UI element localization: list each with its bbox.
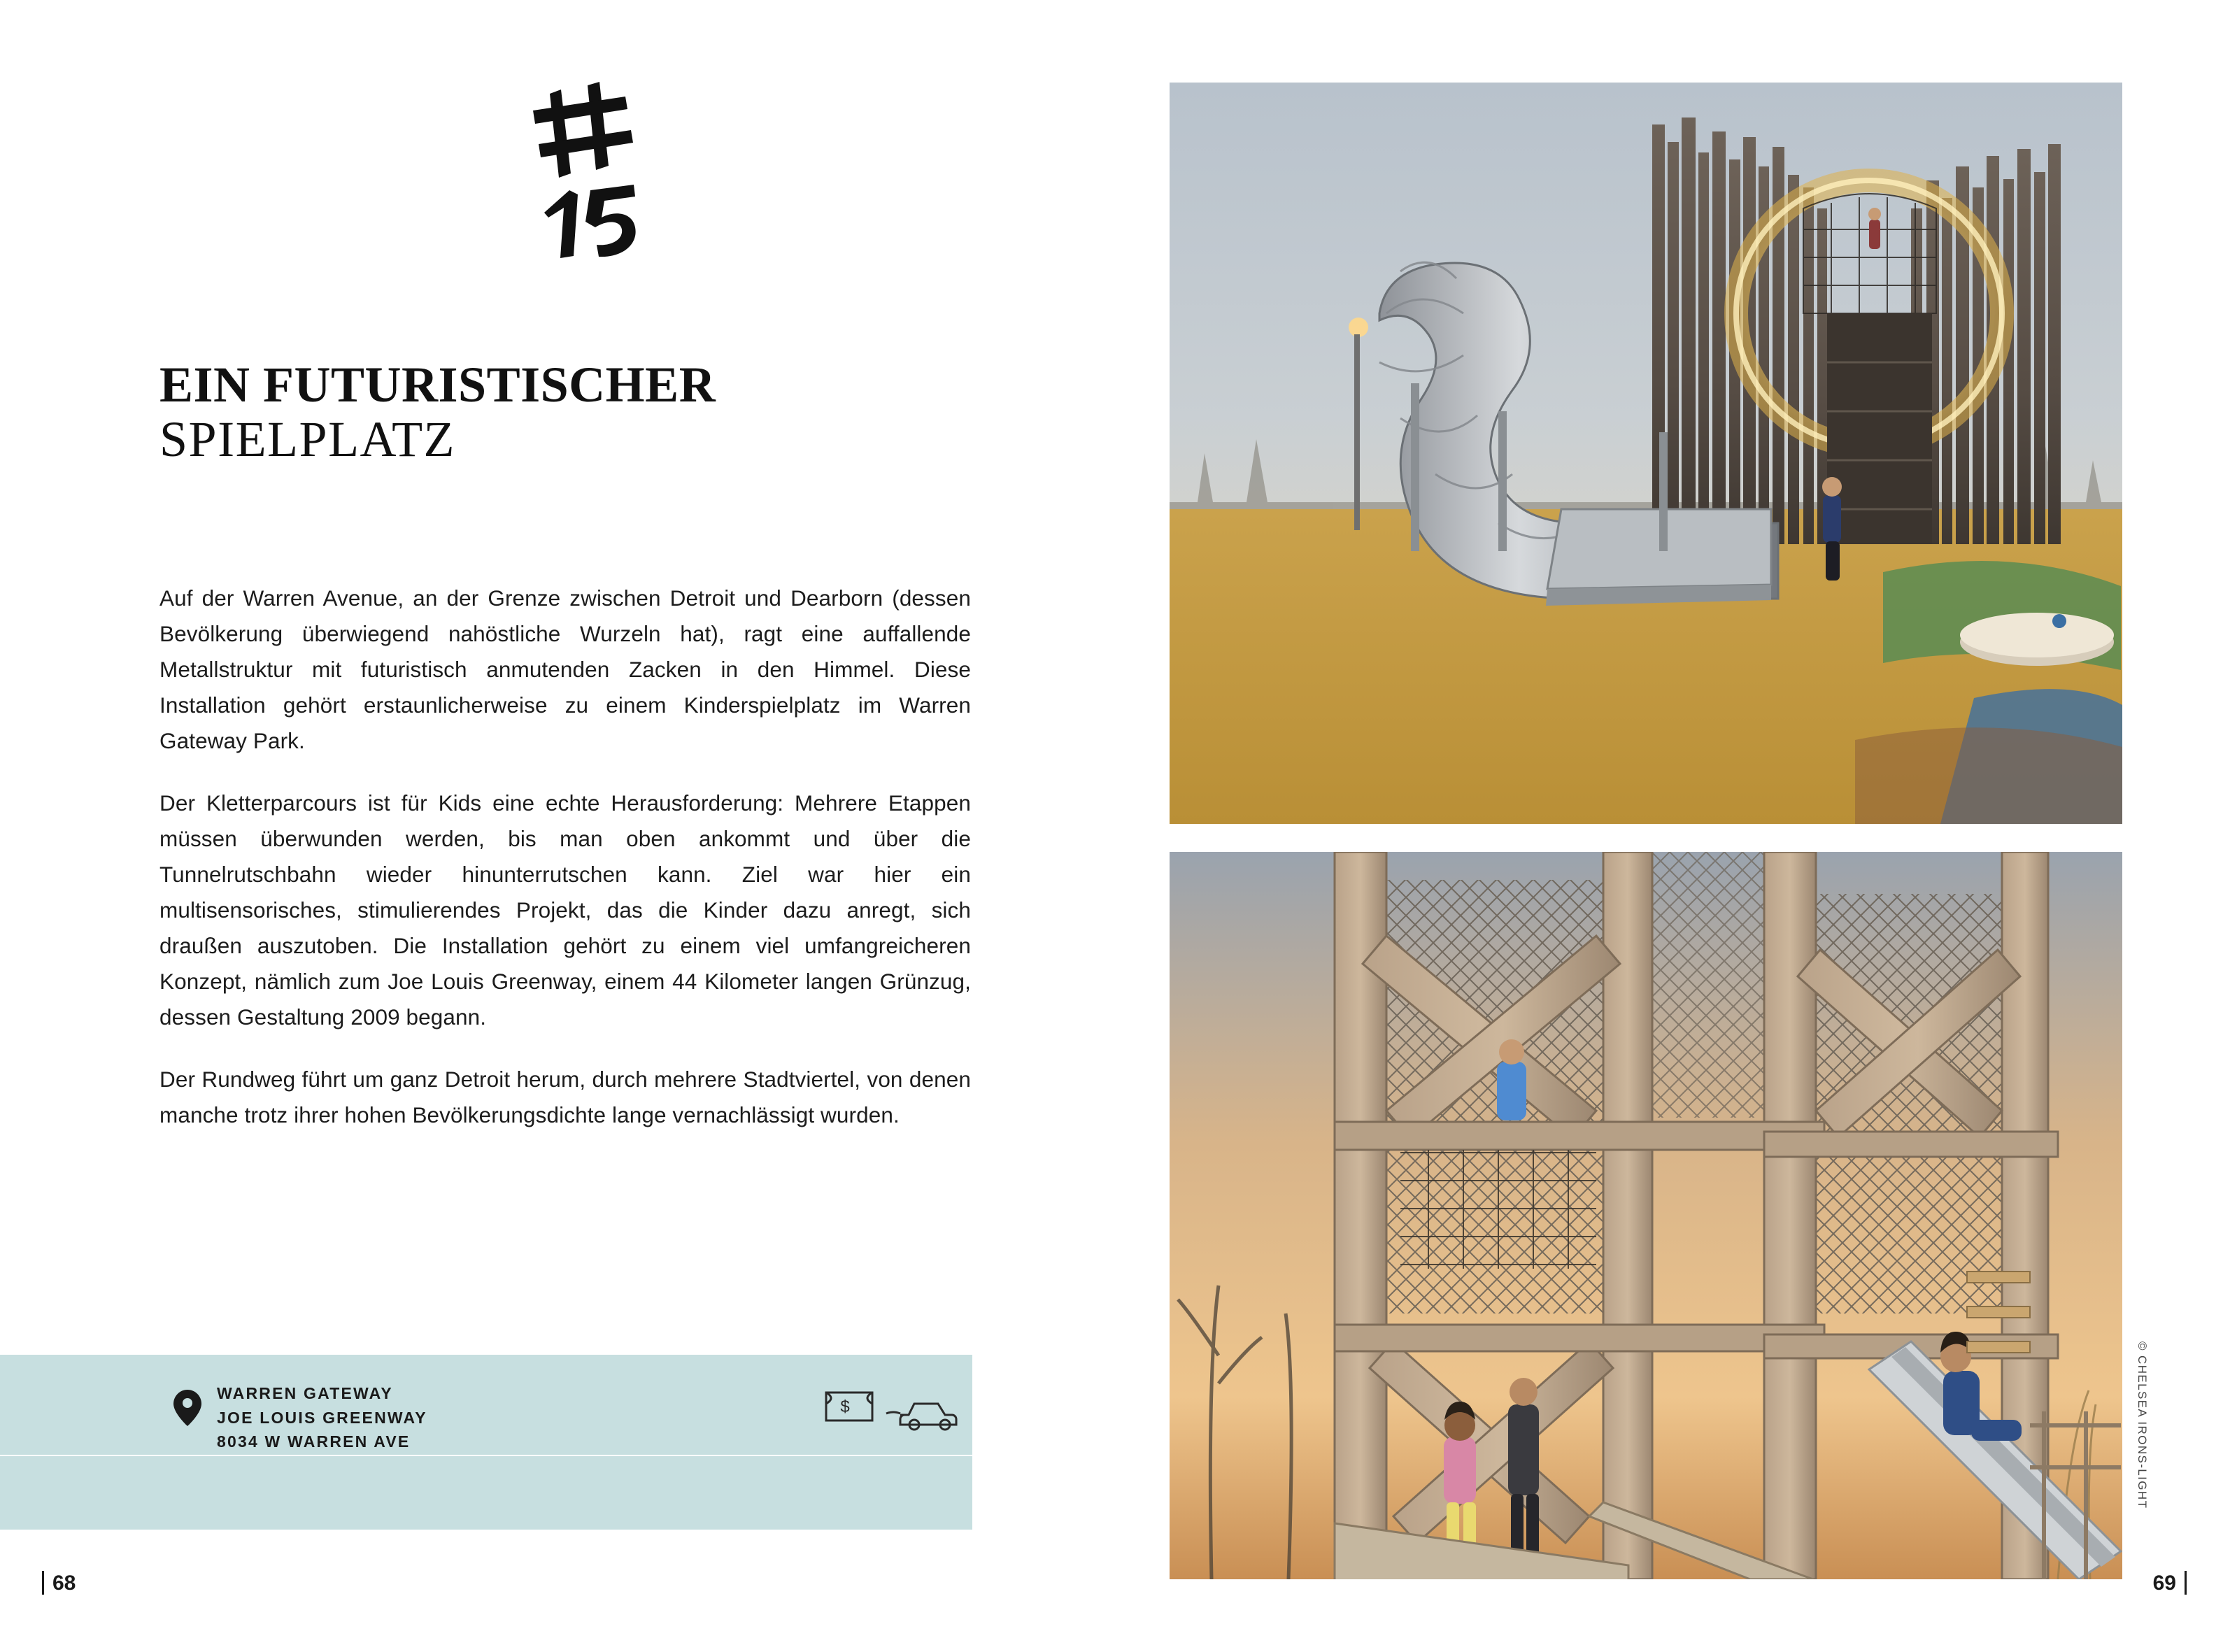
article-body (159, 581, 971, 1133)
address-line-1: WARREN GATEWAY (217, 1384, 393, 1402)
photo-credit: © CHELSEA IRONS-LIGHT (2136, 1341, 2149, 1509)
title-line-2: SPIELPLATZ (159, 411, 456, 468)
map-pin-icon (172, 1388, 203, 1427)
folio-rule-right (2185, 1571, 2187, 1595)
photo-playground-structure (1170, 83, 2122, 824)
info-box-divider (0, 1455, 972, 1456)
paragraph-3: Der Rundweg führt um ganz Detroit herum, durch mehrere Stadtviertel, von denen manche trotz ihrer hohen Bevölkerungsdichte lange vernachlässigt wurden. (159, 1067, 971, 1128)
paragraph-2: Der Kletterparcours ist für Kids eine echte Herausforderung: Mehrere Etappen müssen überwunden werden, bis man oben ankommt und über die Tunnelrutschbahn wieder hinunterrutschen kann. Ziel war hier ein multisensorisches, stimulierendes Projekt, das die Kinder dazu anregt, sich draußen auszutoben. Die Installation gehört zu einem viel umfangreicheren Konzept, nämlich zum Joe Louis Greenway, einem 44 Kilometer langen Grünzug, dessen Gestaltung 2009 begann. (159, 790, 971, 1030)
page-title (159, 358, 985, 468)
photo-climbing-tower-interior (1170, 852, 2122, 1579)
right-page (1115, 0, 2230, 1652)
chapter-number-mark (523, 57, 663, 260)
address-lines (217, 1381, 427, 1454)
page-number-right (2153, 1571, 2187, 1595)
title-line-1: EIN FUTURISTISCHER (159, 357, 716, 413)
folio-rule-left (42, 1571, 44, 1595)
page-number-left (42, 1571, 76, 1595)
folio-left-text: 68 (52, 1572, 76, 1595)
address-line-2: JOE LOUIS GREENWAY (217, 1408, 427, 1427)
amenity-icons (822, 1383, 962, 1432)
svg-text:$: $ (840, 1397, 850, 1416)
paragraph-1: Auf der Warren Avenue, an der Grenze zwischen Detroit und Dearborn (dessen Bevölkerung überwiegend nahöstliche Wurzeln hat), ragt eine auffallende Metallstruktur mit futuristisch anmutenden Zacken in den Himmel. Diese Installation gehört erstaunlicherweise zu einem Kinderspielplatz im Warren Gateway Park. (159, 585, 971, 754)
address-line-3: 8034 W WARREN AVE (217, 1432, 411, 1451)
folio-right-text: 69 (2152, 1572, 2176, 1595)
address-info-box (0, 1355, 972, 1530)
